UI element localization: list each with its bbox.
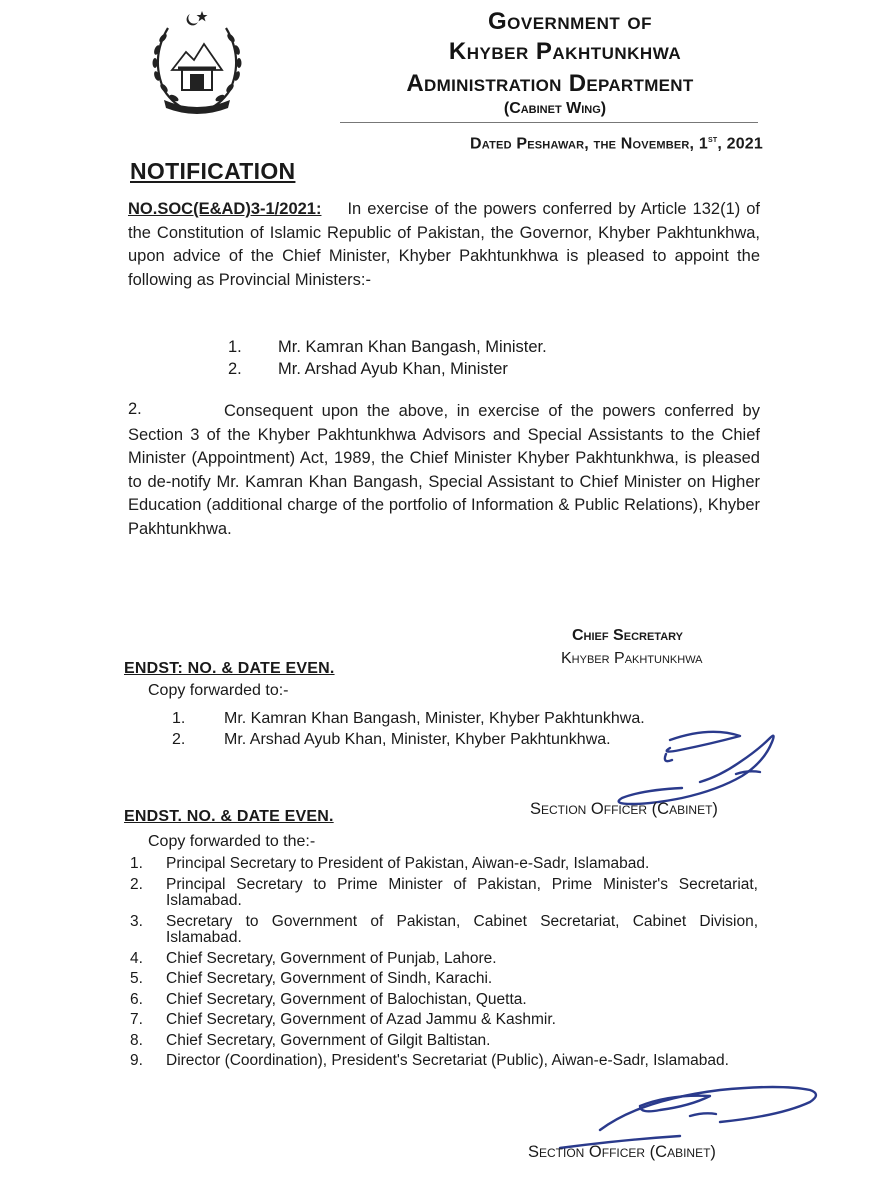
list-item: [130, 951, 758, 968]
date-suffix: , 2021: [717, 135, 763, 153]
list-item-text: Chief Secretary, Government of Punjab, Lahore.: [166, 949, 497, 967]
list-item: [130, 856, 758, 873]
header-line-government: Government of: [487, 8, 653, 35]
list-item-number: 2.: [228, 360, 242, 378]
distribution-list: [130, 856, 758, 1074]
chief-secretary-title: Chief Secretary: [572, 627, 684, 644]
list-item-number: 1.: [130, 855, 143, 872]
list-item-number: 4.: [130, 949, 143, 967]
list-item-number: 3.: [130, 912, 143, 930]
list-item: [130, 877, 758, 910]
list-item-text: Mr. Arshad Ayub Khan, Minister, Khyber Pakhtunkhwa.: [224, 731, 611, 748]
list-item-number: 7.: [130, 1011, 143, 1028]
list-item: [130, 1012, 758, 1029]
list-item-text: Mr. Kamran Khan Bangash, Minister.: [278, 338, 547, 356]
list-item-text: Chief Secretary, Government of Gilgit Baltistan.: [166, 1031, 491, 1049]
list-item: [172, 708, 645, 729]
endorsement-list: [172, 708, 645, 750]
section-officer-signatory: Section Officer (Cabinet): [530, 800, 718, 818]
list-item: [228, 336, 547, 358]
list-item-text: Chief Secretary, Government of Azad Jammu & Kashmir.: [166, 1011, 556, 1028]
header-line-province: Khyber Pakhtunkhwa: [448, 38, 682, 65]
list-item-number: 2.: [172, 731, 186, 748]
paragraph-denotify: Consequent upon the above, in exercise of the powers conferred by Section 3 of the Khyber Pakhtunkhwa Advisors and Special Assistants to the Chief Minister (Appointment) Act, 1989, the Chief Minister Khyber Pakhtunkhwa, is pleased to de-notify Mr. Kamran Khan Bangash, Special Assistant to Chief Minister on Higher Education (additional charge of the portfolio of Information & Public Relations), Khyber Pakhtunkhwa.: [128, 402, 760, 538]
section-officer-signatory: Section Officer (Cabinet): [528, 1143, 716, 1161]
list-item-number: 6.: [130, 990, 143, 1008]
header-divider: [340, 122, 758, 123]
list-item-text: Principal Secretary to Prime Minister of Pakistan, Prime Minister's Secretariat, Islamabad.: [166, 875, 758, 909]
list-item: [130, 992, 758, 1009]
date-ordinal: st: [707, 134, 718, 145]
endorsement-heading: ENDST. NO. & DATE EVEN.: [124, 808, 334, 825]
list-item-text: Mr. Arshad Ayub Khan, Minister: [278, 360, 508, 378]
list-item-number: 5.: [130, 970, 143, 987]
list-item-number: 2.: [130, 875, 143, 893]
list-item: [130, 971, 758, 988]
paragraph-number: 2.: [128, 400, 142, 418]
list-item-text: Secretary to Government of Pakistan, Cabinet Secretariat, Cabinet Division, Islamabad.: [166, 912, 758, 946]
copy-forwarded-label: Copy forwarded to:-: [148, 682, 289, 699]
list-item-number: 9.: [130, 1052, 143, 1069]
list-item: [130, 1053, 758, 1070]
list-item: [130, 1033, 758, 1050]
list-item-text: Director (Coordination), President's Secretariat (Public), Aiwan-e-Sadr, Islamabad.: [166, 1052, 729, 1069]
endorsement-heading: ENDST: NO. & DATE EVEN.: [124, 660, 335, 677]
list-item-text: Mr. Kamran Khan Bangash, Minister, Khyber Pakhtunkhwa.: [224, 710, 645, 727]
ministers-list: [228, 336, 547, 380]
copy-forwarded-label: Copy forwarded to the:-: [148, 833, 316, 850]
list-item-text: Principal Secretary to President of Pakistan, Aiwan-e-Sadr, Islamabad.: [166, 855, 650, 872]
date-line: [470, 134, 763, 153]
header-line-wing: (Cabinet Wing): [503, 100, 607, 117]
header-line-department: Administration Department: [406, 70, 694, 97]
list-item-number: 1.: [172, 710, 186, 727]
list-item-text: Chief Secretary, Government of Balochistan, Quetta.: [166, 990, 527, 1008]
date-prefix: Dated Peshawar, the November, 1: [470, 135, 708, 153]
government-emblem-icon: [138, 8, 256, 120]
list-item: [228, 358, 547, 380]
chief-secretary-province: Khyber Pakhtunkhwa: [561, 650, 703, 667]
paragraph-appointment-text: In exercise of the powers conferred by Article 132(1) of the Constitution of Islamic Republic of Pakistan, the Governor, Khyber Pakhtunkhwa, upon advice of the Chief Minister, Khyber Pakhtunkhwa is pleased to appoint the following as Provincial Ministers:-: [128, 200, 760, 289]
notification-title: NOTIFICATION: [130, 158, 296, 184]
list-item: [172, 729, 645, 750]
list-item-number: 8.: [130, 1031, 143, 1049]
paragraph-appointment: [128, 198, 760, 292]
list-item: [130, 914, 758, 947]
reference-number: NO.SOC(E&AD)3-1/2021:: [128, 200, 322, 218]
list-item-number: 1.: [228, 338, 242, 356]
list-item-text: Chief Secretary, Government of Sindh, Karachi.: [166, 970, 493, 987]
